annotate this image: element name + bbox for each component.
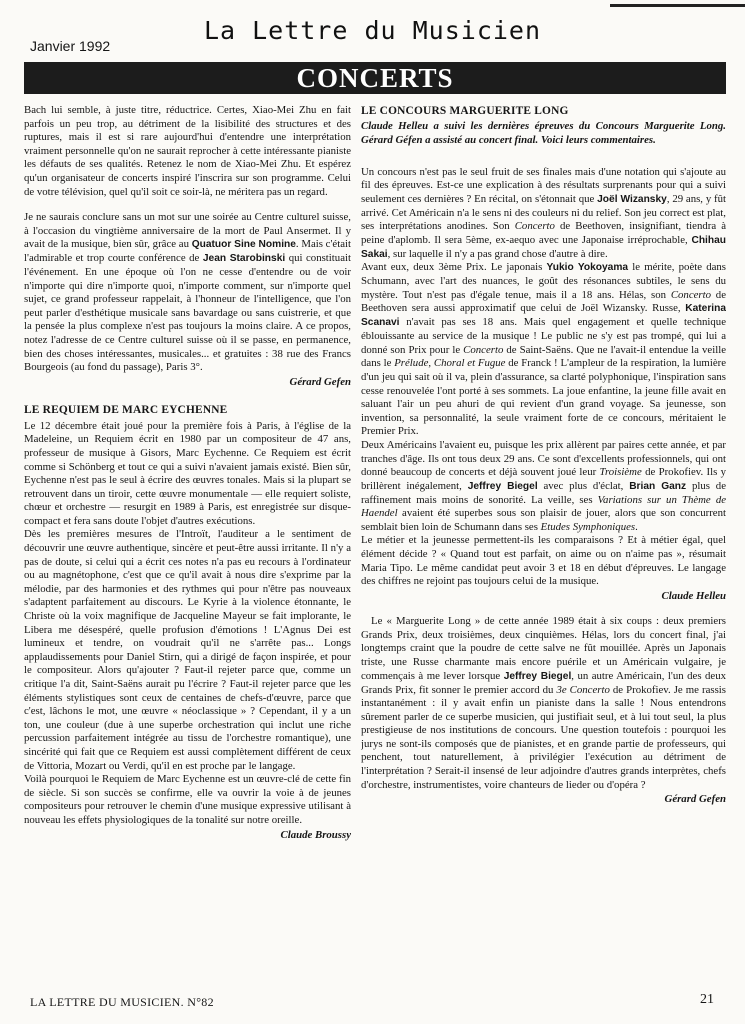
text-run: . (635, 520, 638, 533)
performer-name: Brian Ganz (629, 480, 687, 492)
author-signature: Gérard Gefen (289, 375, 351, 388)
author-signature: Claude Helleu (661, 589, 726, 602)
text-run: de Saint-Saëns. Que ne l'avait-il entendue la veille dans le (361, 343, 726, 370)
work-title: Prélude, Choral et Fugue (394, 357, 506, 370)
article-paragraph: Le métier et la jeunesse permettent-ils les comparaisons ? Et à métier égal, quel élément décide ? « Quand tout est parfait, on aime ou on n'aime pas », résumait Maria Tipo. Le même candidat peut avoir 3 et 18 en début d'épreuves. Le langage des chiffres ne rejoint pas toujours celui de la musique. (361, 534, 726, 588)
work-title: 3e Concerto (556, 683, 610, 696)
text-run: , 29 ans, y fût arrivé. Cet Américain n'a le sens ni des couleurs ni du relief. Son jeu correct est plat, ses interprétations anodines. Son (361, 192, 726, 233)
performer-name: Katerina Scanavi (361, 303, 726, 329)
issue-date: Janvier 1992 (30, 38, 111, 54)
text-run: . Mais c'était l'admirable et trop courte conférence de (24, 238, 351, 265)
author-signature: Gérard Gefen (664, 793, 726, 806)
page-number: 21 (700, 992, 714, 1007)
text-run: qui constituait l'événement. En une époque où l'on ne cesse d'entendre ou de voir n'importe qui dire n'importe quoi, n'importe comment, sur n'importe quel sujet, ce grand professeur rappelait, à l'honneur de l'intelligence, que l'on peut parler d'esthétique musicale sans bavardage ou sans cuistrerie, et que la pensée la plus complexe n'est pas toujours la moins claire. A ce propos, notez l'adresse de ce Centre culturel suisse où il se passe, en permanence, bien des choses intéressantes, musicales... et gratuites : 38 rue des Francs Bourgeois (au fond du passage), Paris 3°. (24, 252, 351, 374)
performer-name: Quatuor Sine Nomine (191, 239, 296, 251)
footer-publication: LA LETTRE DU MUSICIEN. N°82 (30, 995, 214, 1009)
article-paragraph (361, 615, 726, 792)
text-run: Deux Américains l'avaient eu, puisque les prix allèrent par paires cette année, et par tranches d'âge. Ils ont tous deux 29 ans. Ce sont d'excellents professionnels, qui ont donné beaucoup de concerts et déjà souvent joué leur (361, 438, 726, 479)
text-run: Je ne saurais conclure sans un mot sur une soirée au Centre culturel suisse, à l'occasion du vingtième anniversaire de la mort de Paul Ansermet. Il y avait de la musique, bien sûr, grâce au (24, 211, 351, 251)
left-column (24, 104, 351, 989)
article-paragraph: Dès les premières mesures de l'Introït, l'auditeur a le sentiment de découvrir une œuvre authentique, sincère et peut-être aussi irritante. Il n'y a pas de doute, si celui qui a écrit ces notes n'a pas eu recours à l'ordinateur ou au magnétophone, c'est que ce qu'il avait à nous dire s'exprime par la mélodie, par des harmonies et des rythmes qui pour n'être pas nouveaux s'adaptent parfaitement au discours. Le Kyrie à la violence étonnante, le Christe où la voix magnifique de Jacqueline Mayeur se fait implorante, le Libera me désespéré, quelle profusion d'émotions ! L'Agnus Dei est lumineux et tendre, on voudrait qu'il ne s'arrête pas... Longs applaudissements pour Daniel Stirn, qui a dirigé de façon inspirée, et pour le compositeur. Alors qu'ajouter ? Faut-il rejeter parce que, comme un critique l'a dit, Saint-Saëns aurait pu l'écrire ? Faut-il rejeter parce que les éléments stylistiques sont ceux de centaines de chefs-d'œuvre, parce que c'est, lâchons le mot, une œuvre « néoclassique » ? Cependant, il y a un ton, une couleur (due à une superbe orchestration qui inclut une riche percussion parfaitement intégrée au tissu de l'orchestre romantique), une sincérité qui fait que ce Requiem est aussi complètement différent de ceux de Vittoria, Mozart ou Verdi, qu'il en est proche par le langage. (24, 528, 351, 772)
work-title: Etudes Symphoniques (540, 520, 636, 533)
text-run: Un concours n'est pas le seul fruit de ses finales mais d'une notation qui s'ajoute au fil des épreuves. Est-ce une explication à des résultats surprenants pour qui a suivi seulement ces dernières ? En récital, on s'étonnait que (361, 165, 726, 205)
performer-name: Chihau Sakai (361, 234, 726, 260)
text-run: de Prokofiev. Je me rassis instantanément : il y avait enfin un pianiste dans la salle ! Nous entendrons sûrement parler de ce superbe musicien, qui justifiait seul, et à lui tout seul, la plus prestigieuse de nos institutions de concours. Une question toutefois : pourquoi les jurys ne sont-ils composés que de pianistes, et en grande partie de professeurs, qui penchent, tout naturellement, à privilégier l'exécution au détriment de l'interprétation ? Serait-il insensé de leur adjoindre d'autres grands interprètes, chefs d'orchestre, instrumentistes, voire chanteurs de lieder ou d'opéra ? (361, 683, 726, 791)
text-run: de Beethoven, insignifiant, tiendra à peine d'aplomb. Il sera 5ème, ex-aequo avec une Japonaise irréprochable, (361, 220, 726, 246)
text-run: avaient été superbes sous son plaisir de jouer, alors que son concurrent semblait bien loin de Schumann dans ses (361, 507, 726, 533)
author-signature: Claude Broussy (280, 828, 351, 841)
text-run: de Franck ! L'ampleur de la respiration, la lumière d'un jeu qui sait où il va, plein d'assurance, sa clarté polyphonique, l'inspiration sans cesse renouvelée l'ont porté à ses sommets. La joue enfantine, la jeune fille avait en saluant l'air un peu ahuri de qui revient d'un grand voyage. Sa jeunesse, son invention, sa personnalité, la seule vraiment forte de ce concours, méritaient le Premier Prix. (361, 357, 726, 438)
text-run: , sur laquelle il n'y a pas grand chose d'autre à dire. (387, 247, 608, 260)
performer-name: Jeffrey Biegel (503, 670, 572, 682)
work-title: Variations sur un Thème de Haendel (361, 493, 726, 520)
article-paragraph: Voilà pourquoi le Requiem de Marc Eychenne est un œuvre-clé de cette fin de siècle. Si son succès se confirme, elle va ouvrir la voie à de jeunes compositeurs pour retrouver le chemin d'une musique expressive utilisant à nouveau les effets physiologiques de la tonalité sur notre oreille. (24, 773, 351, 826)
section-banner: CONCERTS (24, 62, 726, 94)
text-run: , un autre Américain, l'un des deux Grands Prix, fit sonner le premier accord du (361, 669, 726, 696)
article-paragraph (361, 261, 726, 438)
text-run: n'avait pas ses 18 ans. Mais quel engagement et quelle technique éblouissante au service de la musique ! Le public ne s'y est pas trompé, qui lui a donné son Prix pour le (361, 316, 726, 356)
article-paragraph: Le 12 décembre était joué pour la première fois à Paris, à l'église de la Madeleine, un Requiem écrit en 1980 par un compositeur de 47 ans, professeur de musique à Gisors, Marc Eychenne. Ce Requiem est écrit comme si Schönberg et tout ce qui a suivi n'avaient jamais existé. Bien sûr, Eychenne n'est pas le seul à écrire des œuvres tonales. Mais si la plupart se retrouvent dans un tiroir, cette œuvre monumentale — elle requiert soliste, chœur et orchestre — resurgit en 1989 à Paris, est enregistrée sur disque-compact et fera sans doute l'objet d'autres exécutions. (24, 419, 351, 527)
article-heading: LE CONCOURS MARGUERITE LONG (361, 105, 569, 117)
text-run: avec plus d'éclat, (537, 479, 630, 492)
article-intro: Claude Helleu a suivi les dernières épreuves du Concours Marguerite Long. Gérard Géfen a assisté au concert final. Voici leurs commentaires. (361, 120, 726, 146)
top-rule (610, 4, 745, 7)
work-title: Concerto (670, 288, 712, 301)
article-paragraph (361, 166, 726, 262)
performer-name: Joël Wizansky (597, 193, 667, 205)
text-run: Le « Marguerite Long » de cette année 1989 était à six coups : deux premiers Grands Prix, deux troisièmes, deux cinquièmes. Hélas, lors du concert final, j'ai longtemps craint que la poudre de cette salve ne fût mouillée. Après un Japonais triste, une Russe charmante mais encore puérile et un Américain vulgaire, je commençais à me lever lorsque (361, 615, 726, 682)
work-title: Concerto (514, 220, 555, 233)
article-paragraph (24, 211, 351, 375)
masthead-title: La Lettre du Musicien (203, 16, 542, 45)
right-column (361, 104, 726, 989)
text-run: Avant eux, deux 3ème Prix. Le japonais (361, 261, 547, 274)
speaker-name: Jean Starobinski (202, 253, 286, 265)
article-paragraph (361, 439, 726, 534)
performer-name: Jeffrey Biegel (467, 480, 538, 492)
performer-name: Yukio Yokoyama (546, 262, 629, 274)
text-run: de Beethoven sera aussi approximatif que celui de Joël Wizansky. Russe, (361, 288, 726, 315)
work-title: Troisième (599, 466, 642, 479)
article-heading: LE REQUIEM DE MARC EYCHENNE (24, 404, 228, 417)
text-run: de Prokofiev. Ils y brillèrent inégalement, (361, 466, 726, 492)
article-paragraph: Bach lui semble, à juste titre, réductrice. Certes, Xiao-Mei Zhu en fait parfois un peu trop, au détriment de la lisibilité des structures et des ruptures, mais il est si rare aujourd'hui d'entendre une interprétation vraiment personnelle qu'on ne saurait reprocher à cette intéressante pianiste les défauts de ses qualités. Retenez le nom de Xiao-Mei Zhu. Et espérez qu'un organisateur de concerts inspiré l'inscrira sur son programme. Celui de votre télévision, quel qu'il soit ce soir-là, ne méritera pas un regard. (24, 104, 351, 198)
text-run: plus de raffinement mais moins de sonorité. La veille, ses (361, 479, 726, 506)
text-run: le mérite, poète dans Schumann, avec l'art des nuances, le goût des résonances subtiles, le sens du mystère. Tout n'est pas d'égale tenue, mais il a 18 ans. Hélas, son (361, 261, 726, 301)
work-title: Concerto (463, 343, 504, 356)
